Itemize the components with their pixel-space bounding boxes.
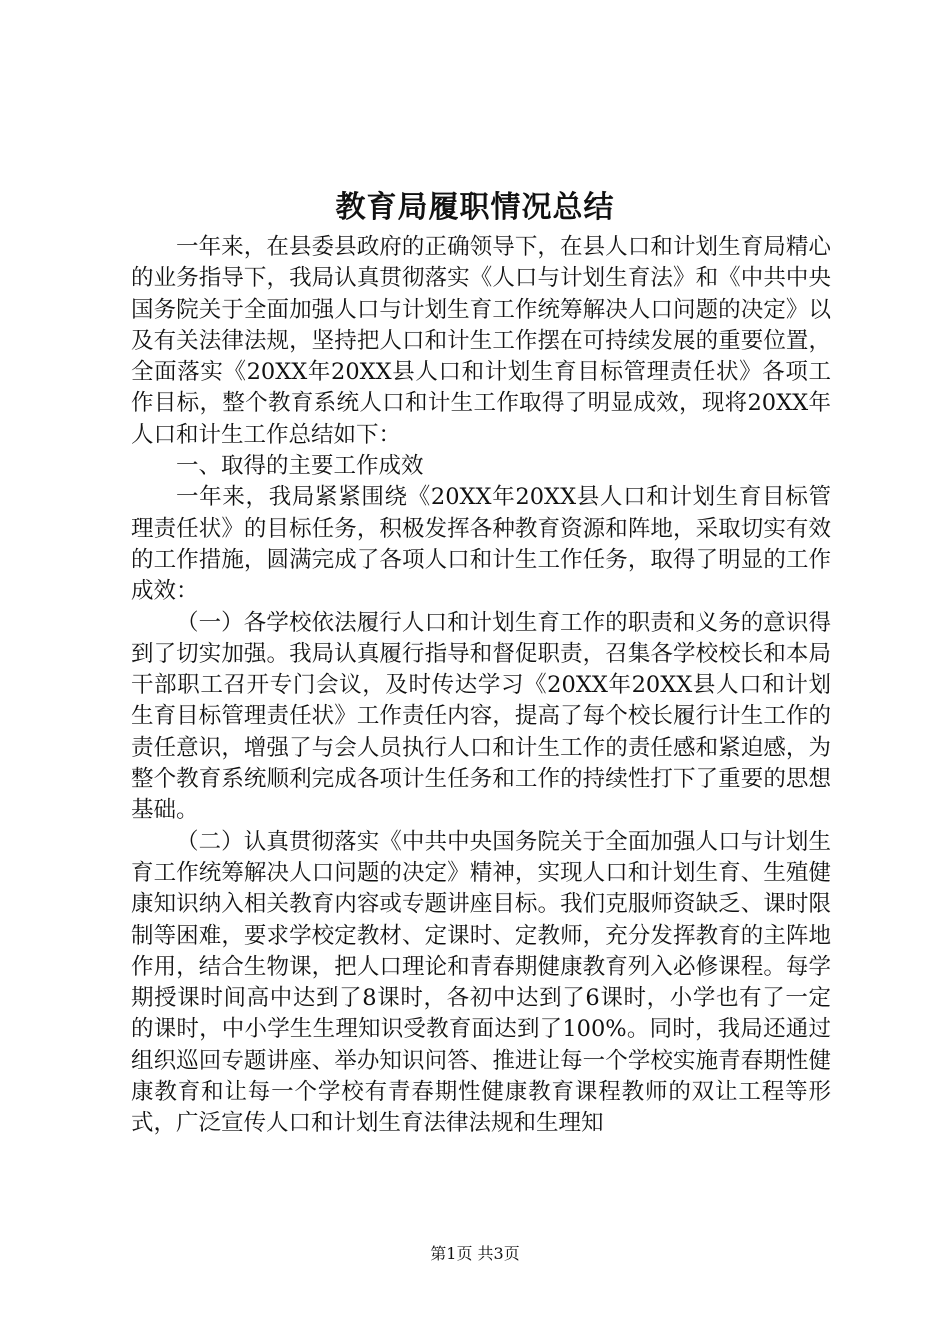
page-footer: 第1页 共3页	[430, 1244, 520, 1263]
document-body	[131, 232, 831, 1140]
document-title: 教育局履职情况总结	[335, 190, 615, 225]
paragraph-item-2: （二）认真贯彻落实《中共中央国务院关于全面加强人口与计划生育工作统筹解决人口问题的决定》精神，实现人口和计划生育、生殖健康知识纳入相关教育内容或专题讲座目标。我们克服师资缺乏、课时限制等困难，要求学校定教材、定课时、定教师，充分发挥教育的主阵地作用，结合生物课，把人口理论和青春期健康教育列入必修课程。每学期授课时间高中达到了8课时，各初中达到了6课时，小学也有了一定的课时，中小学生生理知识受教育面达到了100%。同时，我局还通过组织巡回专题讲座、举办知识问答、推进让每一个学校实施青春期性健康教育和让每一个学校有青春期性健康教育课程教师的双让工程等形式，广泛宣传人口和计划生育法律法规和生理知	[131, 828, 831, 1137]
section-heading-1: 一、取得的主要工作成效	[176, 453, 424, 480]
paragraph-intro: 一年来，在县委县政府的正确领导下，在县人口和计划生育局精心的业务指导下，我局认真贯彻落实《人口与计划生育法》和《中共中央国务院关于全面加强人口与计划生育工作统筹解决人口问题的决定》以及有关法律法规，坚持把人口和计生工作摆在可持续发展的重要位置，全面落实《20XX年20XX县人口和计划生育目标管理责任状》各项工作目标，整个教育系统人口和计生工作取得了明显成效，现将20XX年人口和计生工作总结如下：	[131, 234, 831, 448]
paragraph-achievements: 一年来，我局紧紧围绕《20XX年20XX县人口和计划生育目标管理责任状》的目标任务，积极发挥各种教育资源和阵地，采取切实有效的工作措施，圆满完成了各项人口和计生工作任务，取得了明显的工作成效：	[131, 484, 831, 605]
paragraph-item-1: （一）各学校依法履行人口和计划生育工作的职责和义务的意识得到了切实加强。我局认真履行指导和督促职责，召集各学校校长和本局干部职工召开专门会议，及时传达学习《20XX年20XX县人口和计划生育目标管理责任状》工作责任内容，提高了每个校长履行计生工作的责任意识，增强了与会人员执行人口和计生工作的责任感和紧迫感，为整个教育系统顺利完成各项计生任务和工作的持续性打下了重要的思想基础。	[131, 609, 831, 824]
